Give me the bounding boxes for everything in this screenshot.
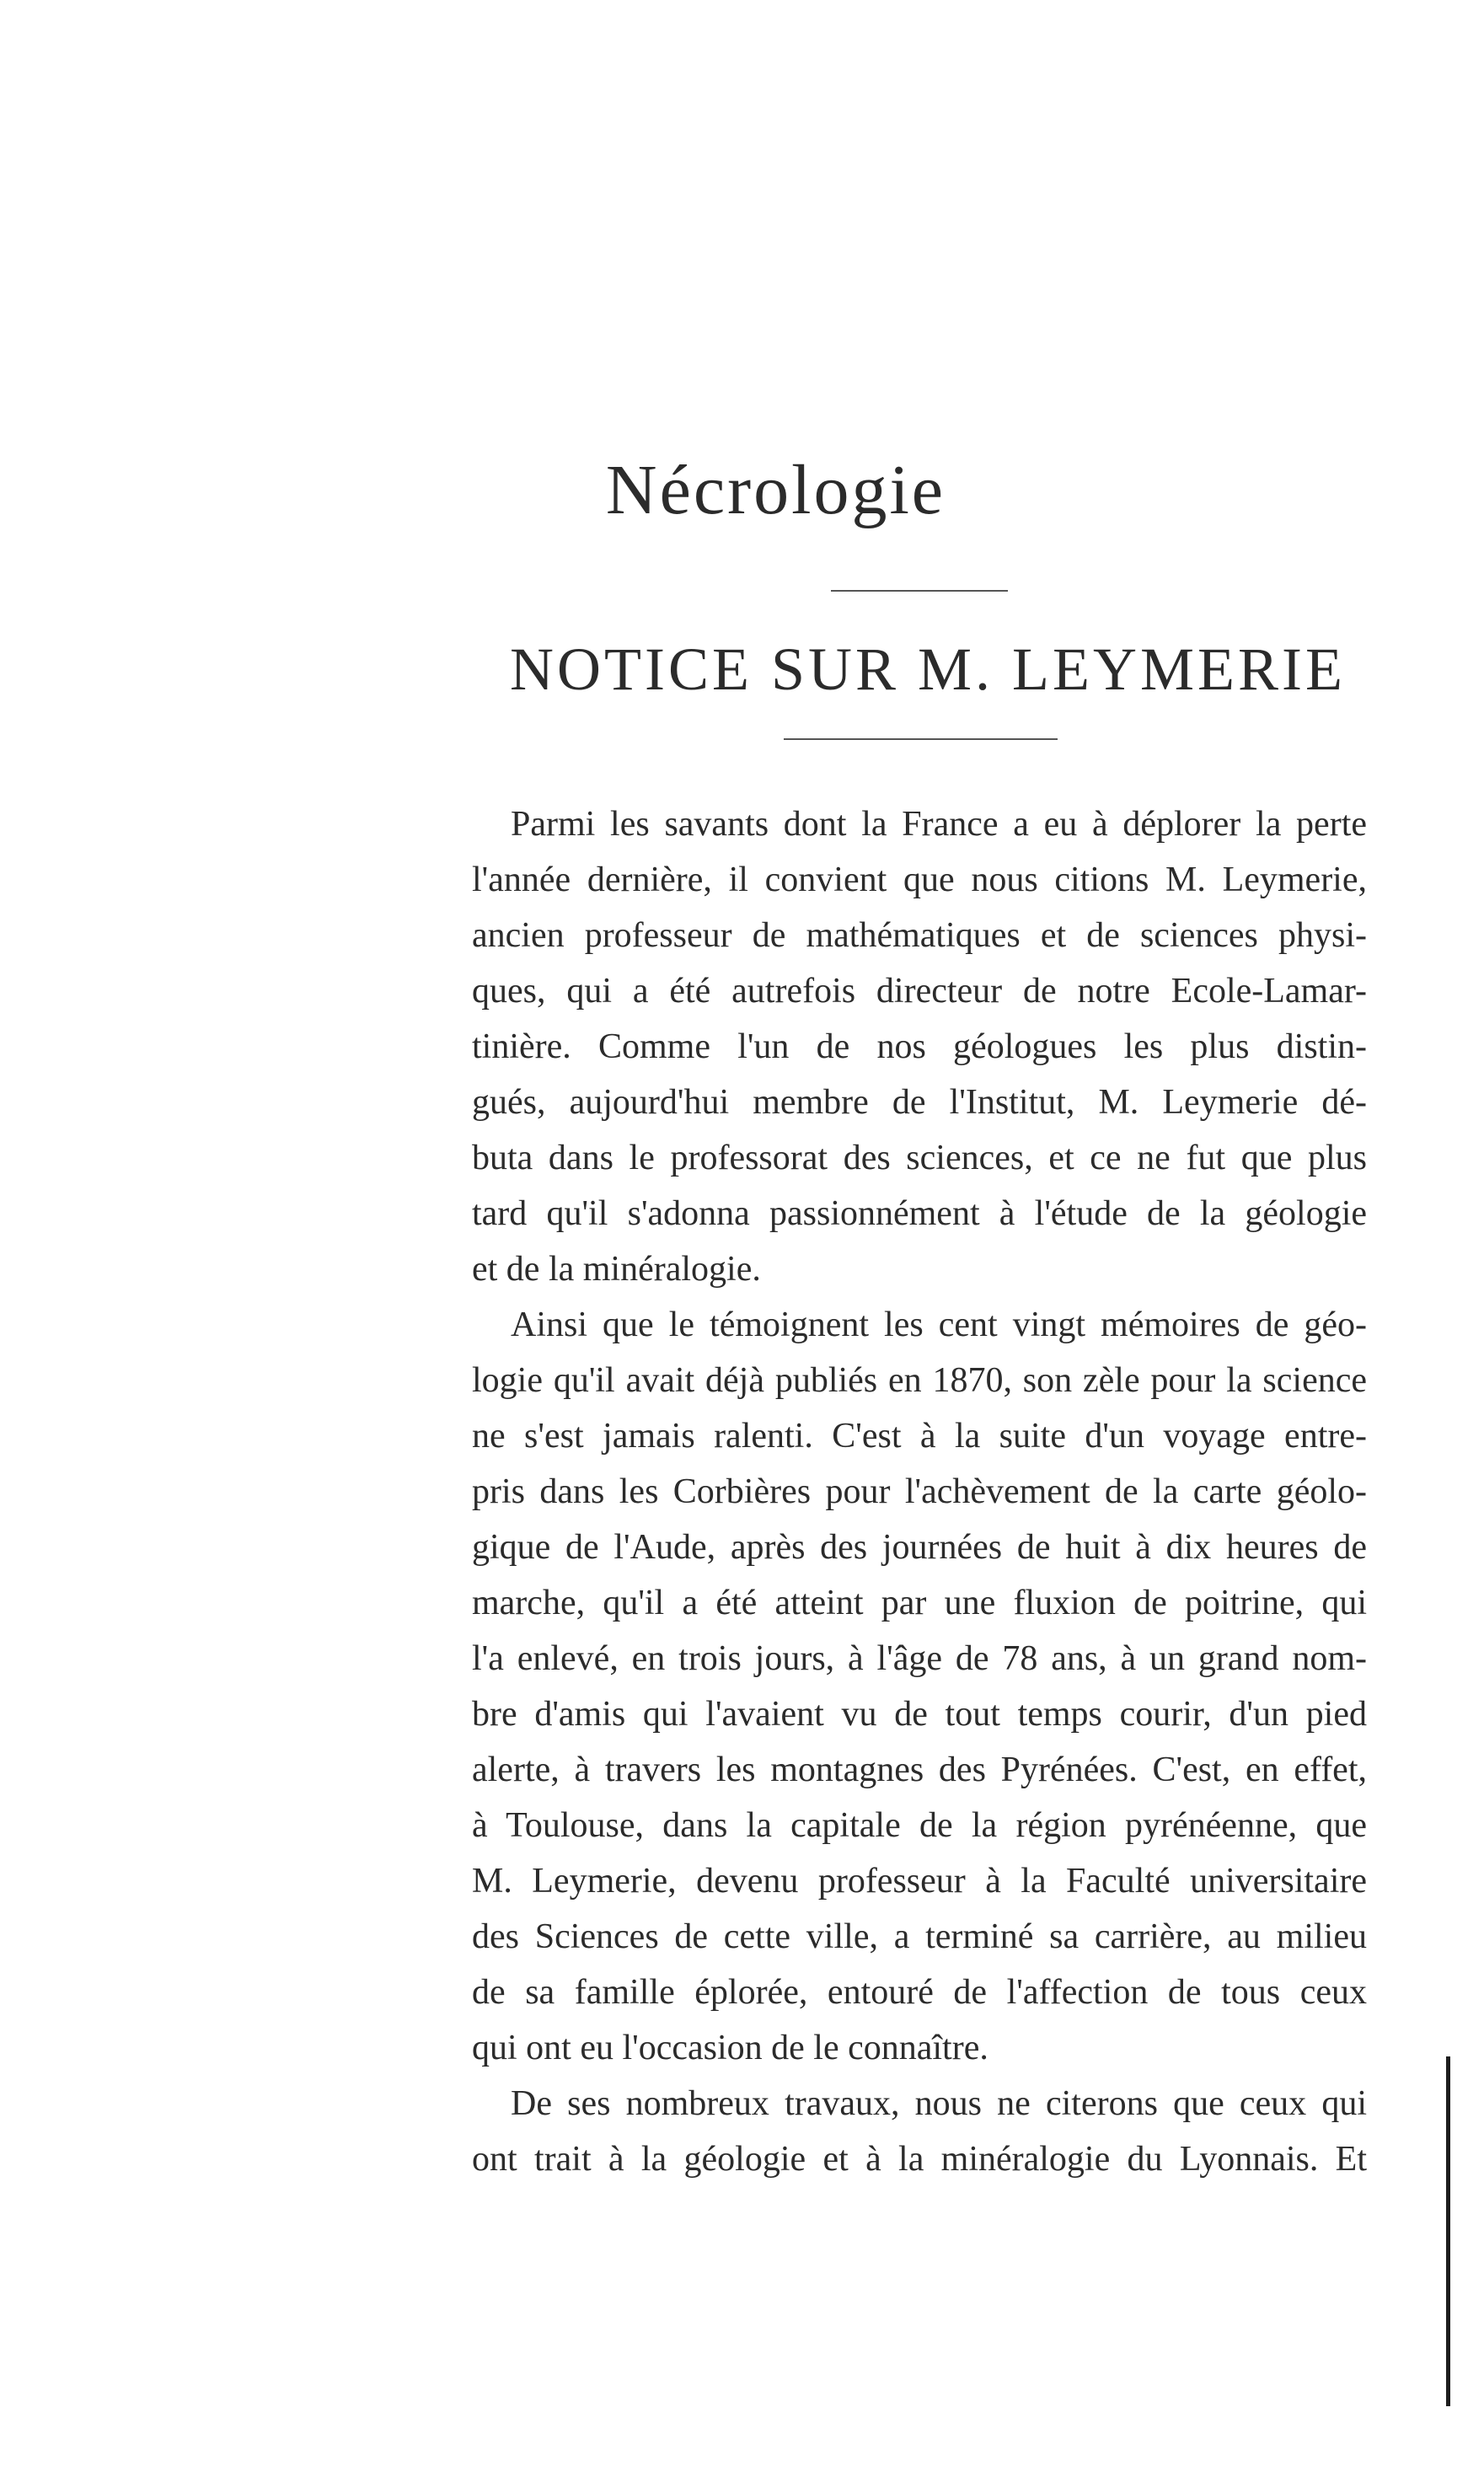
text-line: Parmi les savants dont la France a eu à déplorer la perte: [511, 805, 1367, 844]
section-title: Nécrologie: [605, 451, 946, 529]
title-divider: [784, 738, 1058, 740]
text-line: ancien professeur de mathématiques et de sciences physi-: [472, 916, 1367, 955]
text-line: De ses nombreux travaux, nous ne citerons que ceux qui: [511, 2084, 1367, 2123]
text-line: gués, aujourd'hui membre de l'Institut, M. Leymerie dé-: [472, 1083, 1367, 1122]
text-line: l'a enlevé, en trois jours, à l'âge de 78 ans, à un grand nom-: [472, 1639, 1367, 1678]
text-line: buta dans le professorat des sciences, et ce ne fut que plus: [472, 1139, 1367, 1177]
margin-scan-mark: [1446, 2056, 1450, 2406]
text-line: tinière. Comme l'un de nos géologues les plus distin-: [472, 1027, 1367, 1066]
text-line: l'année dernière, il convient que nous citions M. Leymerie,: [472, 861, 1367, 899]
text-line: des Sciences de cette ville, a terminé sa carrière, au milieu: [472, 1917, 1367, 1956]
text-line: M. Leymerie, devenu professeur à la Faculté universitaire: [472, 1862, 1367, 1901]
text-line: gique de l'Aude, après des journées de huit à dix heures de: [472, 1528, 1367, 1567]
text-line: à Toulouse, dans la capitale de la région pyrénéenne, que: [472, 1806, 1367, 1845]
text-line: tard qu'il s'adonna passionnément à l'étude de la géologie: [472, 1194, 1367, 1233]
text-line: marche, qu'il a été atteint par une fluxion de poitrine, qui: [472, 1584, 1367, 1622]
notice-title: NOTICE SUR M. LEYMERIE: [510, 635, 1346, 703]
text-line: ques, qui a été autrefois directeur de notre Ecole-Lamar-: [472, 972, 1367, 1011]
title-divider-short: [831, 590, 1008, 592]
text-line: qui ont eu l'occasion de le connaître.: [472, 2029, 988, 2067]
text-line: ont trait à la géologie et à la minéralogie du Lyonnais. Et: [472, 2140, 1367, 2179]
text-line: pris dans les Corbières pour l'achèvement de la carte géolo-: [472, 1472, 1367, 1511]
text-line: alerte, à travers les montagnes des Pyrénées. C'est, en effet,: [472, 1751, 1367, 1789]
paragraph-2: [472, 1297, 1367, 2076]
text-line: Ainsi que le témoignent les cent vingt mémoires de géo-: [511, 1306, 1367, 1344]
paragraph-1: [472, 796, 1367, 1297]
text-line: ne s'est jamais ralenti. C'est à la suite d'un voyage entre-: [472, 1417, 1367, 1456]
text-line: et de la minéralogie.: [472, 1250, 761, 1289]
text-line: bre d'amis qui l'avaient vu de tout temps courir, d'un pied: [472, 1695, 1367, 1734]
article-body: [472, 796, 1367, 2187]
text-line: logie qu'il avait déjà publiés en 1870, son zèle pour la science: [472, 1361, 1367, 1400]
text-line: de sa famille éplorée, entouré de l'affection de tous ceux: [472, 1973, 1367, 2012]
paragraph-3: [472, 2076, 1367, 2187]
